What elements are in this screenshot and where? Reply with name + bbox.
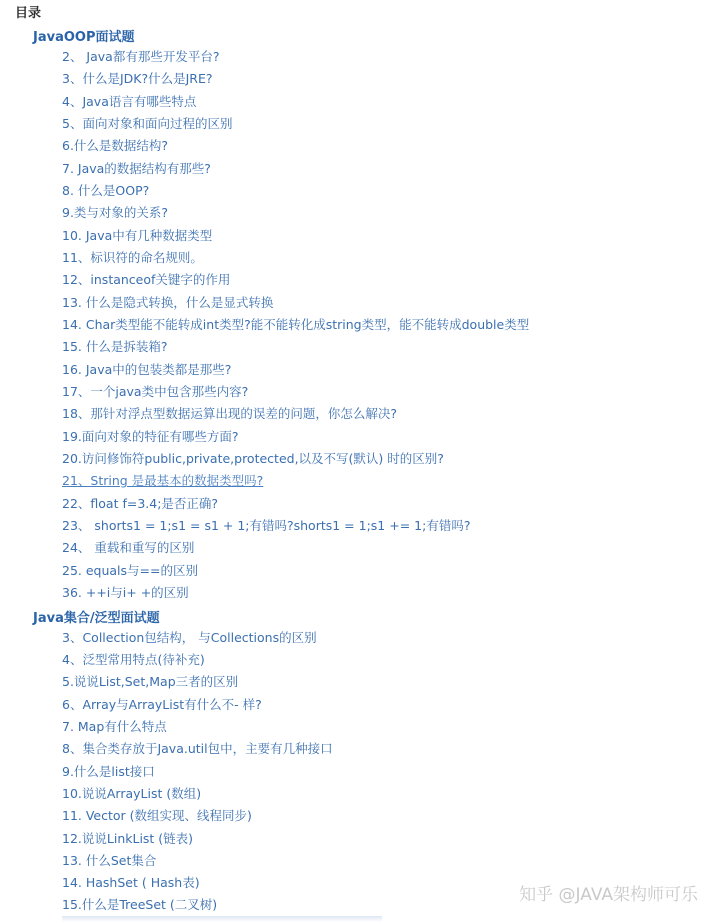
toc-item[interactable]: 11. Vector (数组实现、线程同步): [62, 808, 252, 823]
toc-item[interactable]: 11、标识符的命名规则。: [62, 250, 203, 265]
toc-item[interactable]: 7. Java的数据结构有那些?: [62, 161, 211, 176]
toc-item[interactable]: 2、 Java都有那些开发平台?: [62, 49, 220, 64]
toc-item[interactable]: 24、 重载和重写的区别: [62, 540, 195, 555]
toc-item[interactable]: 9.什么是list接口: [62, 764, 155, 779]
toc-item[interactable]: 15.什么是TreeSet (二叉树): [62, 897, 218, 912]
toc-item[interactable]: 19.面向对象的特征有哪些方面?: [62, 429, 239, 444]
toc-item[interactable]: 10. Java中有几种数据类型: [62, 228, 213, 243]
toc-item[interactable]: 18、那针对浮点型数据运算出现的误差的问题，你怎么解决?: [62, 406, 398, 421]
toc-item[interactable]: 5.说说List,Set,Map三者的区别: [62, 674, 239, 689]
toc-item[interactable]: 25. equals与==的区别: [62, 563, 198, 578]
toc-item[interactable]: 13. 什么Set集合: [62, 853, 157, 868]
toc-item[interactable]: 4、泛型常用特点(待补充): [62, 652, 205, 667]
toc-item[interactable]: 4、Java语言有哪些特点: [62, 94, 197, 109]
toc-item[interactable]: 12、instanceof关键字的作用: [62, 272, 231, 287]
toc-item[interactable]: 6、Array与ArrayList有什么不- 样?: [62, 697, 262, 712]
toc-item[interactable]: 3、Collection包结构， 与Collections的区别: [62, 630, 317, 645]
toc-item[interactable]: 9.类与对象的关系?: [62, 205, 169, 220]
toc-item[interactable]: 16. Java中的包装类都是那些?: [62, 362, 232, 377]
toc-item[interactable]: 8、集合类存放于Java.util包中，主要有几种接口: [62, 741, 333, 756]
toc-item[interactable]: 8. 什么是OOP?: [62, 183, 150, 198]
toc-item[interactable]: 7. Map有什么特点: [62, 719, 167, 734]
toc-item[interactable]: 22、float f=3.4;是否正确?: [62, 496, 219, 511]
toc-item[interactable]: 17、一个java类中包含那些内容?: [62, 384, 249, 399]
section-title-javaoop[interactable]: JavaOOP面试题: [33, 30, 135, 45]
toc-item[interactable]: 13. 什么是隐式转换，什么是显式转换: [62, 295, 274, 310]
section-title-collections[interactable]: Java集合/泛型面试题: [33, 611, 160, 626]
toc-item-highlighted[interactable]: 21、String 是最基本的数据类型吗?: [62, 473, 264, 488]
toc-item[interactable]: 36. ++i与i+ +的区别: [62, 585, 189, 600]
toc-item[interactable]: 3、什么是JDK?什么是JRE?: [62, 71, 213, 86]
toc-item[interactable]: 14. Char类型能不能转成int类型?能不能转化成string类型，能不能转成double类型: [62, 317, 530, 332]
toc-title: 目录: [15, 6, 42, 21]
toc-item[interactable]: 15. 什么是拆装箱?: [62, 339, 168, 354]
toc-item[interactable]: 6.什么是数据结构?: [62, 138, 169, 153]
toc-item[interactable]: 12.说说LinkList (链表): [62, 831, 194, 846]
watermark: 知乎 @JAVA架构师可乐: [519, 885, 698, 905]
toc-item[interactable]: 23、 shorts1 = 1;s1 = s1 + 1;有错吗?shorts1 = 1;s1 += 1;有错吗?: [62, 518, 471, 533]
toc-item[interactable]: 5、面向对象和面向过程的区别: [62, 116, 233, 131]
toc-item[interactable]: 20.访问修饰符public,private,protected,以及不写(默认) 时的区别?: [62, 451, 444, 466]
toc-item[interactable]: 10.说说ArrayList (数组): [62, 786, 202, 801]
toc-item[interactable]: 14. HashSet ( Hash表): [62, 875, 200, 890]
cut-off-next-line: [62, 916, 382, 922]
